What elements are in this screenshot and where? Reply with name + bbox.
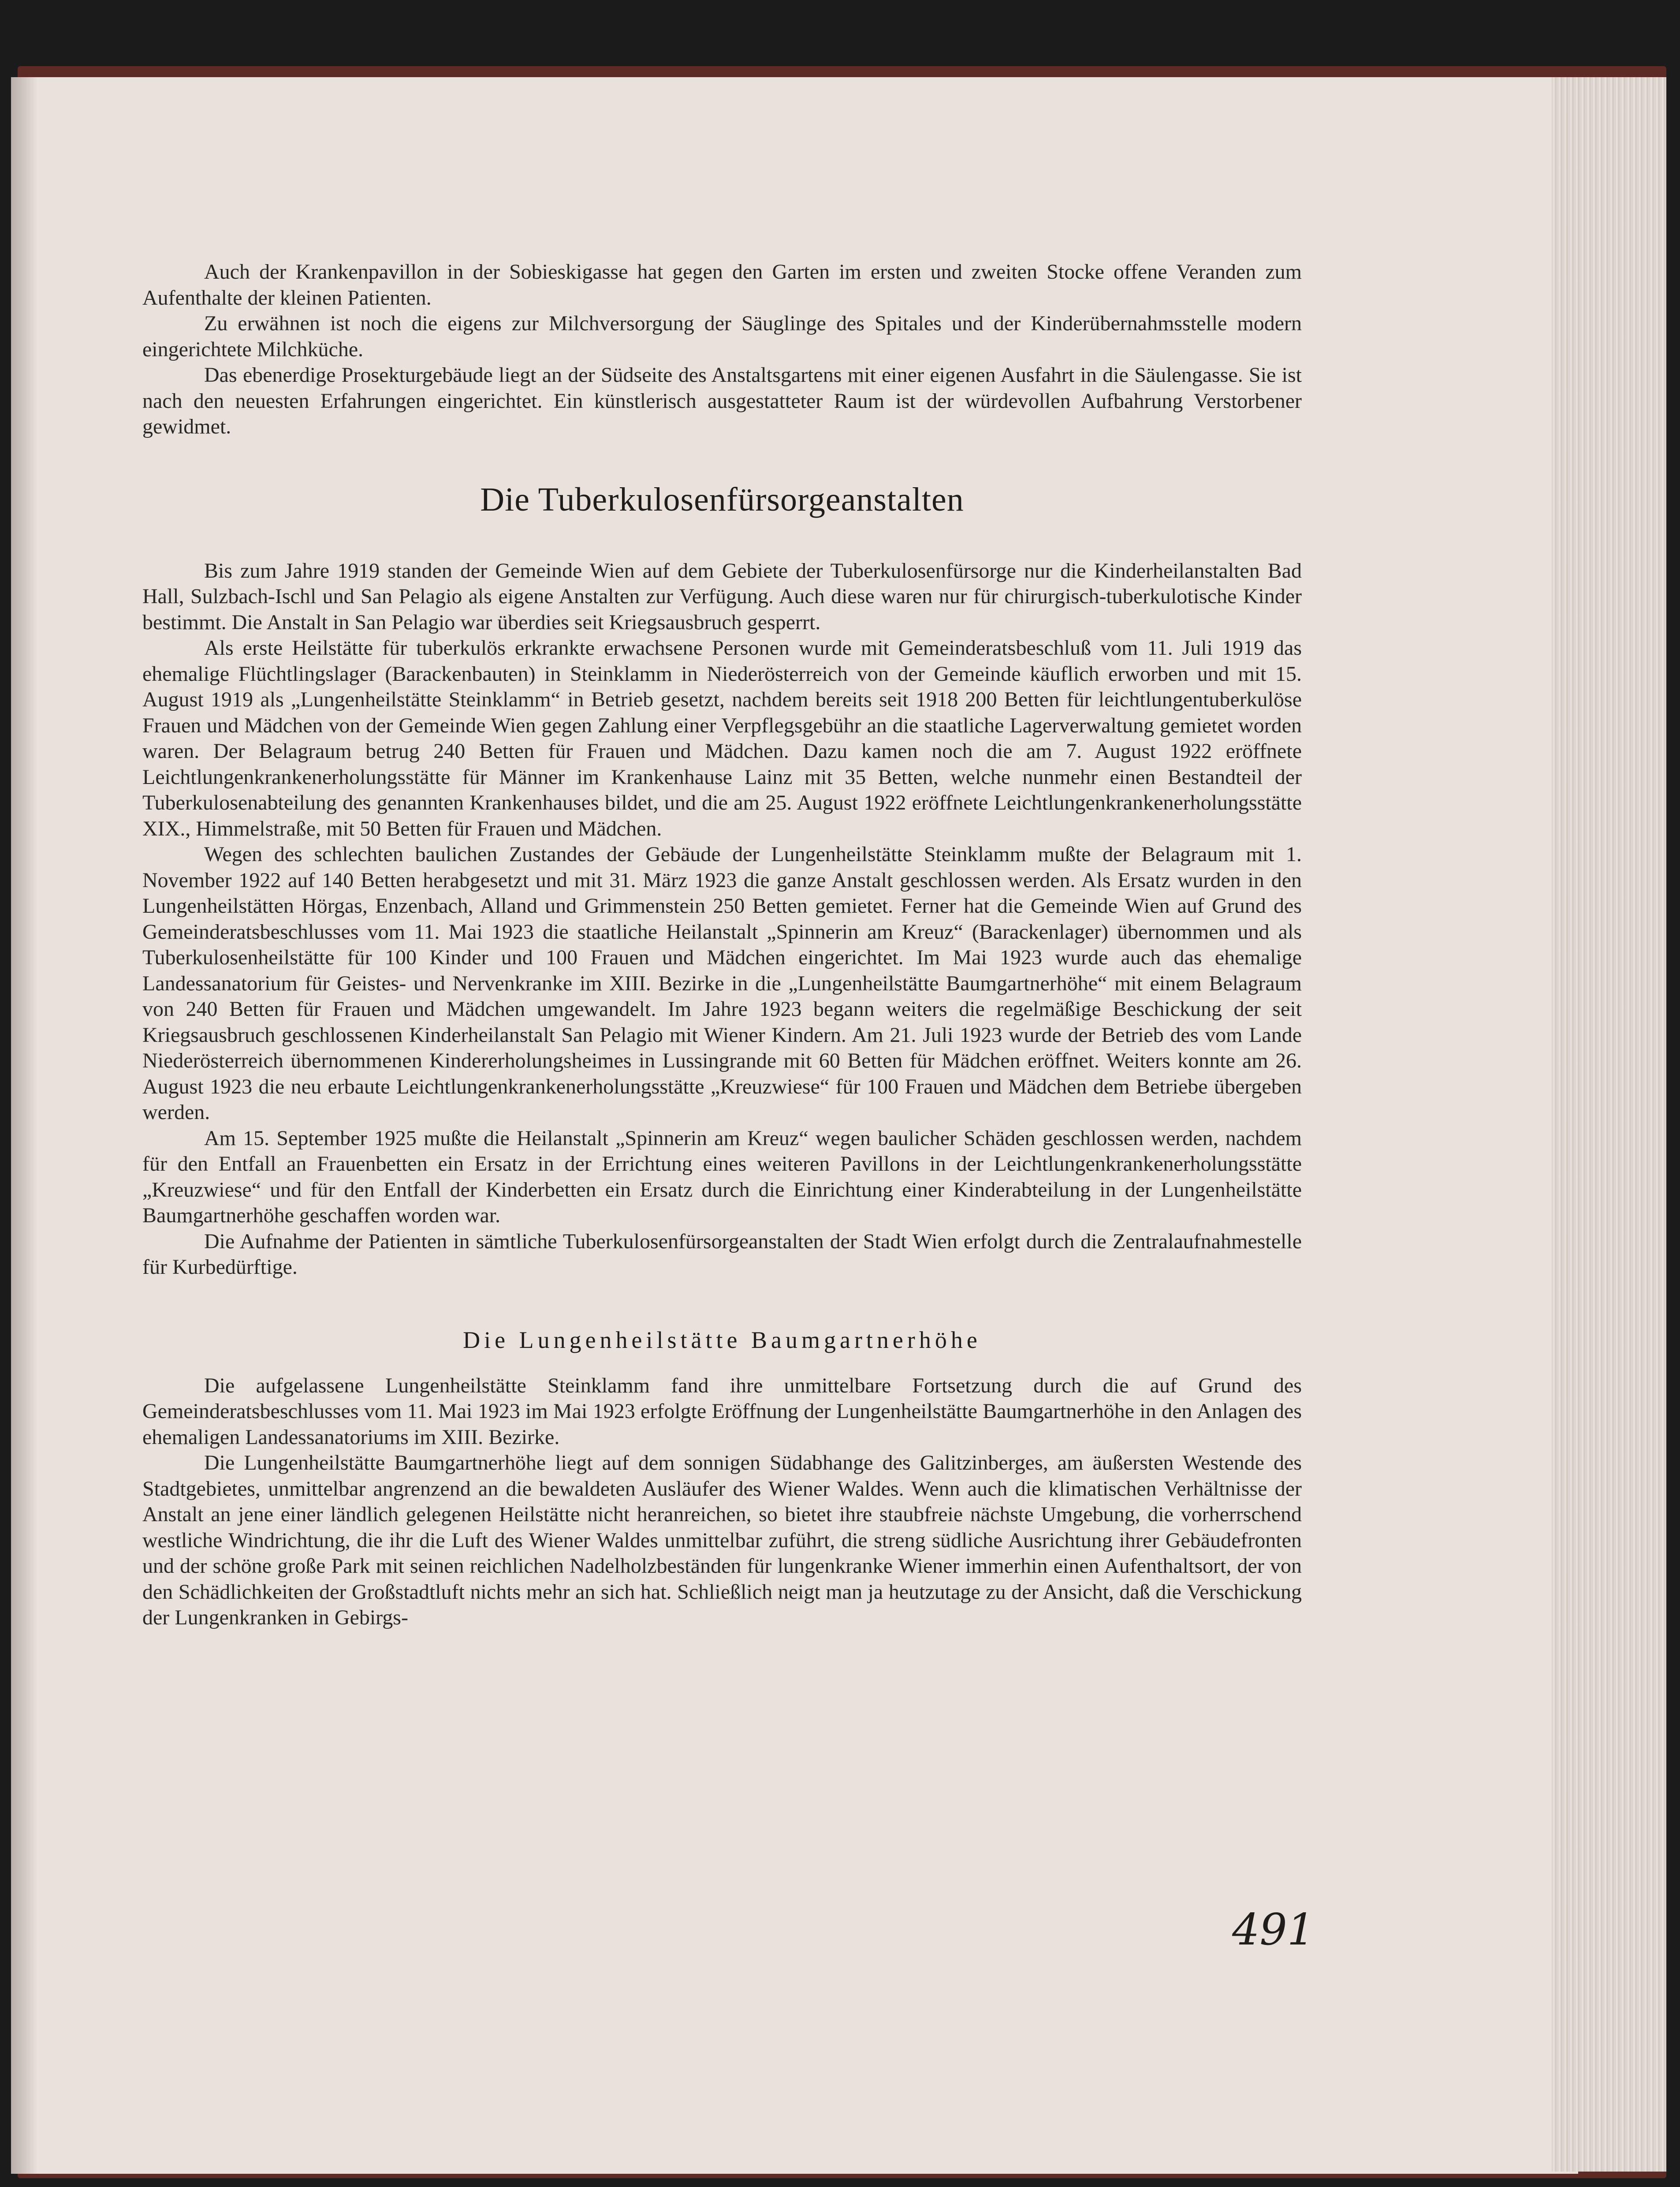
section2-paragraph: Die Lungenheilstätte Baumgartnerhöhe liegt auf dem sonnigen Südabhange des Galitzinberges, am äußersten Westende des Stadtgebietes, unmittelbar angrenzend an die bewaldeten Ausläufer des Wiener Waldes. Wenn auch die klimatischen Verhältnisse der Anstalt an jene einer ländlich gelegenen Heilstätte nicht heranreichen, so bietet ihre staubfreie nächste Umgebung, die vorherrschend westliche Windrichtung, die ihr die Luft des Wiener Waldes unmittelbar zuführt, die streng südliche Ausrichtung ihrer Gebäudefronten und der schöne große Park mit seinen reichlichen Nadelholzbeständen für lungenkranke Wiener immerhin einen Aufenthaltsort, der von den Schädlichkeiten der Großstadtluft nichts mehr an sich hat. Schließlich neigt man ja heutzutage zu der Ansicht, daß die Verschickung der Lungenkranken in Gebirgs- <box>142 1451 1302 1629</box>
intro-paragraph: Auch der Krankenpavillon in der Sobieskigasse hat gegen den Garten im ersten und zweiten Stocke offene Veranden zum Aufenthalte der kleinen Patienten. <box>142 260 1302 310</box>
section1-paragraph: Bis zum Jahre 1919 standen der Gemeinde Wien auf dem Gebiete der Tuberkulosenfürsorge nur die Kinderheilanstalten Bad Hall, Sulzbach-Ischl und San Pelagio als eigene Anstalten zur Verfügung. Auch diese waren nur für chirurgisch-tuberkulotische Kinder bestimmt. Die Anstalt in San Pelagio war überdies seit Kriegsausbruch gesperrt. <box>142 559 1302 634</box>
section2-paragraph: Die aufgelassene Lungenheilstätte Steinklamm fand ihre unmittelbare Fortsetzung durch die auf Grund des Gemeinderatsbeschlusses vom 11. Mai 1923 im Mai 1923 erfolgte Eröffnung der Lungenheilstätte Baumgartnerhöhe in den Anlagen des ehemaligen Landessanatoriums im XIII. Bezirke. <box>142 1373 1302 1449</box>
page-number: 491 <box>1232 1905 1315 1955</box>
section1-paragraph: Am 15. September 1925 mußte die Heilanstalt „Spinnerin am Kreuz“ wegen baulicher Schäden geschlossen werden, nachdem für den Entfall an Frauenbetten ein Ersatz in der Errichtung eines weiteren Pavillons in der Leichtlungenkrankenerholungsstätte „Kreuzwiese“ und für den Entfall der Kinderbetten ein Ersatz durch die Einrichtung einer Kinderabteilung in der Lungenheilstätte Baumgartnerhöhe geschaffen worden war. <box>142 1126 1302 1227</box>
page-gutter <box>11 77 37 2174</box>
intro-paragraph: Zu erwähnen ist noch die eigens zur Milchversorgung der Säuglinge des Spitales und der Kinderübernahmsstelle modern eingerichtete Milchküche. <box>142 312 1302 361</box>
page-stack-edge <box>1552 77 1666 2172</box>
section1-paragraph: Wegen des schlechten baulichen Zustandes der Gebäude der Lungenheilstätte Steinklamm mußte der Belagraum mit 1. November 1922 auf 140 Betten herabgesetzt und mit 31. März 1923 die ganze Anstalt geschlossen werden. Als Ersatz wurden in den Lungenheilstätten Hörgas, Enzenbach, Alland und Grimmenstein 250 Betten gemietet. Ferner hat die Gemeinde Wien auf Grund des Gemeinderatsbeschlusses vom 11. Mai 1923 die staatliche Heilanstalt „Spinnerin am Kreuz“ (Barackenlager) übernommen und als Tuberkulosenheilstätte für 100 Kinder und 100 Frauen und Mädchen eingerichtet. Im Mai 1923 wurde auch das ehemalige Landessanatorium für Geistes- und Nervenkranke im XIII. Bezirke in die „Lungenheilstätte Baumgartnerhöhe“ mit einem Belagraum von 240 Betten für Frauen und Mädchen umgewandelt. Im Jahre 1923 begann weiters die regelmäßige Beschickung der seit Kriegsausbruch geschlossenen Kinderheilanstalt San Pelagio mit Wiener Kindern. Am 21. Juli 1923 wurde der Betrieb des vom Lande Niederösterreich übernommenen Kindererholungsheimes in Lussingrande mit 60 Betten für Mädchen eröffnet. Weiters konnte am 26. August 1923 die neu erbaute Leichtlungenkrankenerholungsstätte „Kreuzwiese“ für 100 Frauen und Mädchen dem Betriebe übergeben werden. <box>142 843 1302 1124</box>
section-heading-baumgartnerhoehe: Die Lungenheilstätte Baumgartnerhöhe <box>463 1326 981 1353</box>
page-content <box>142 259 1302 1631</box>
intro-paragraph: Das ebenerdige Prosekturgebäude liegt an der Südseite des Anstaltsgartens mit einer eigenen Ausfahrt in die Säulengasse. Sie ist nach den neuesten Erfahrungen eingerichtet. Ein künstlerisch ausgestatteter Raum ist der würdevollen Aufbahrung Verstorbener gewidmet. <box>142 363 1302 438</box>
section1-paragraph: Als erste Heilstätte für tuberkulös erkrankte erwachsene Personen wurde mit Gemeinderatsbeschluß vom 11. Juli 1919 das ehemalige Flüchtlingslager (Barackenbauten) in Steinklamm in Niederösterreich von der Gemeinde käuflich erworben und mit 15. August 1919 als „Lungenheilstätte Steinklamm“ in Betrieb gesetzt, nachdem bereits seit 1918 200 Betten für leichtlungentuberkulöse Frauen und Mädchen von der Gemeinde Wien gegen Zahlung einer Verpflegsgebühr an die staatliche Lagerverwaltung gemietet worden waren. Der Belagraum betrug 240 Betten für Frauen und Mädchen. Dazu kamen noch die am 7. August 1922 eröffnete Leichtlungenkrankenerholungsstätte für Männer im Krankenhause Lainz mit 35 Betten, welche nunmehr einen Bestandteil der Tuberkulosenabteilung des genannten Krankenhauses bildet, und die am 25. August 1922 eröffnete Leichtlungenkrankenerholungsstätte XIX., Himmelstraße, mit 50 Betten für Frauen und Mädchen. <box>142 636 1302 840</box>
section1-paragraph: Die Aufnahme der Patienten in sämtliche Tuberkulosenfürsorgeanstalten der Stadt Wien erfolgt durch die Zentralaufnahmestelle für Kurbedürftige. <box>142 1229 1302 1279</box>
section-heading-tuberculosis: Die Tuberkulosenfürsorgeanstalten <box>480 481 964 518</box>
